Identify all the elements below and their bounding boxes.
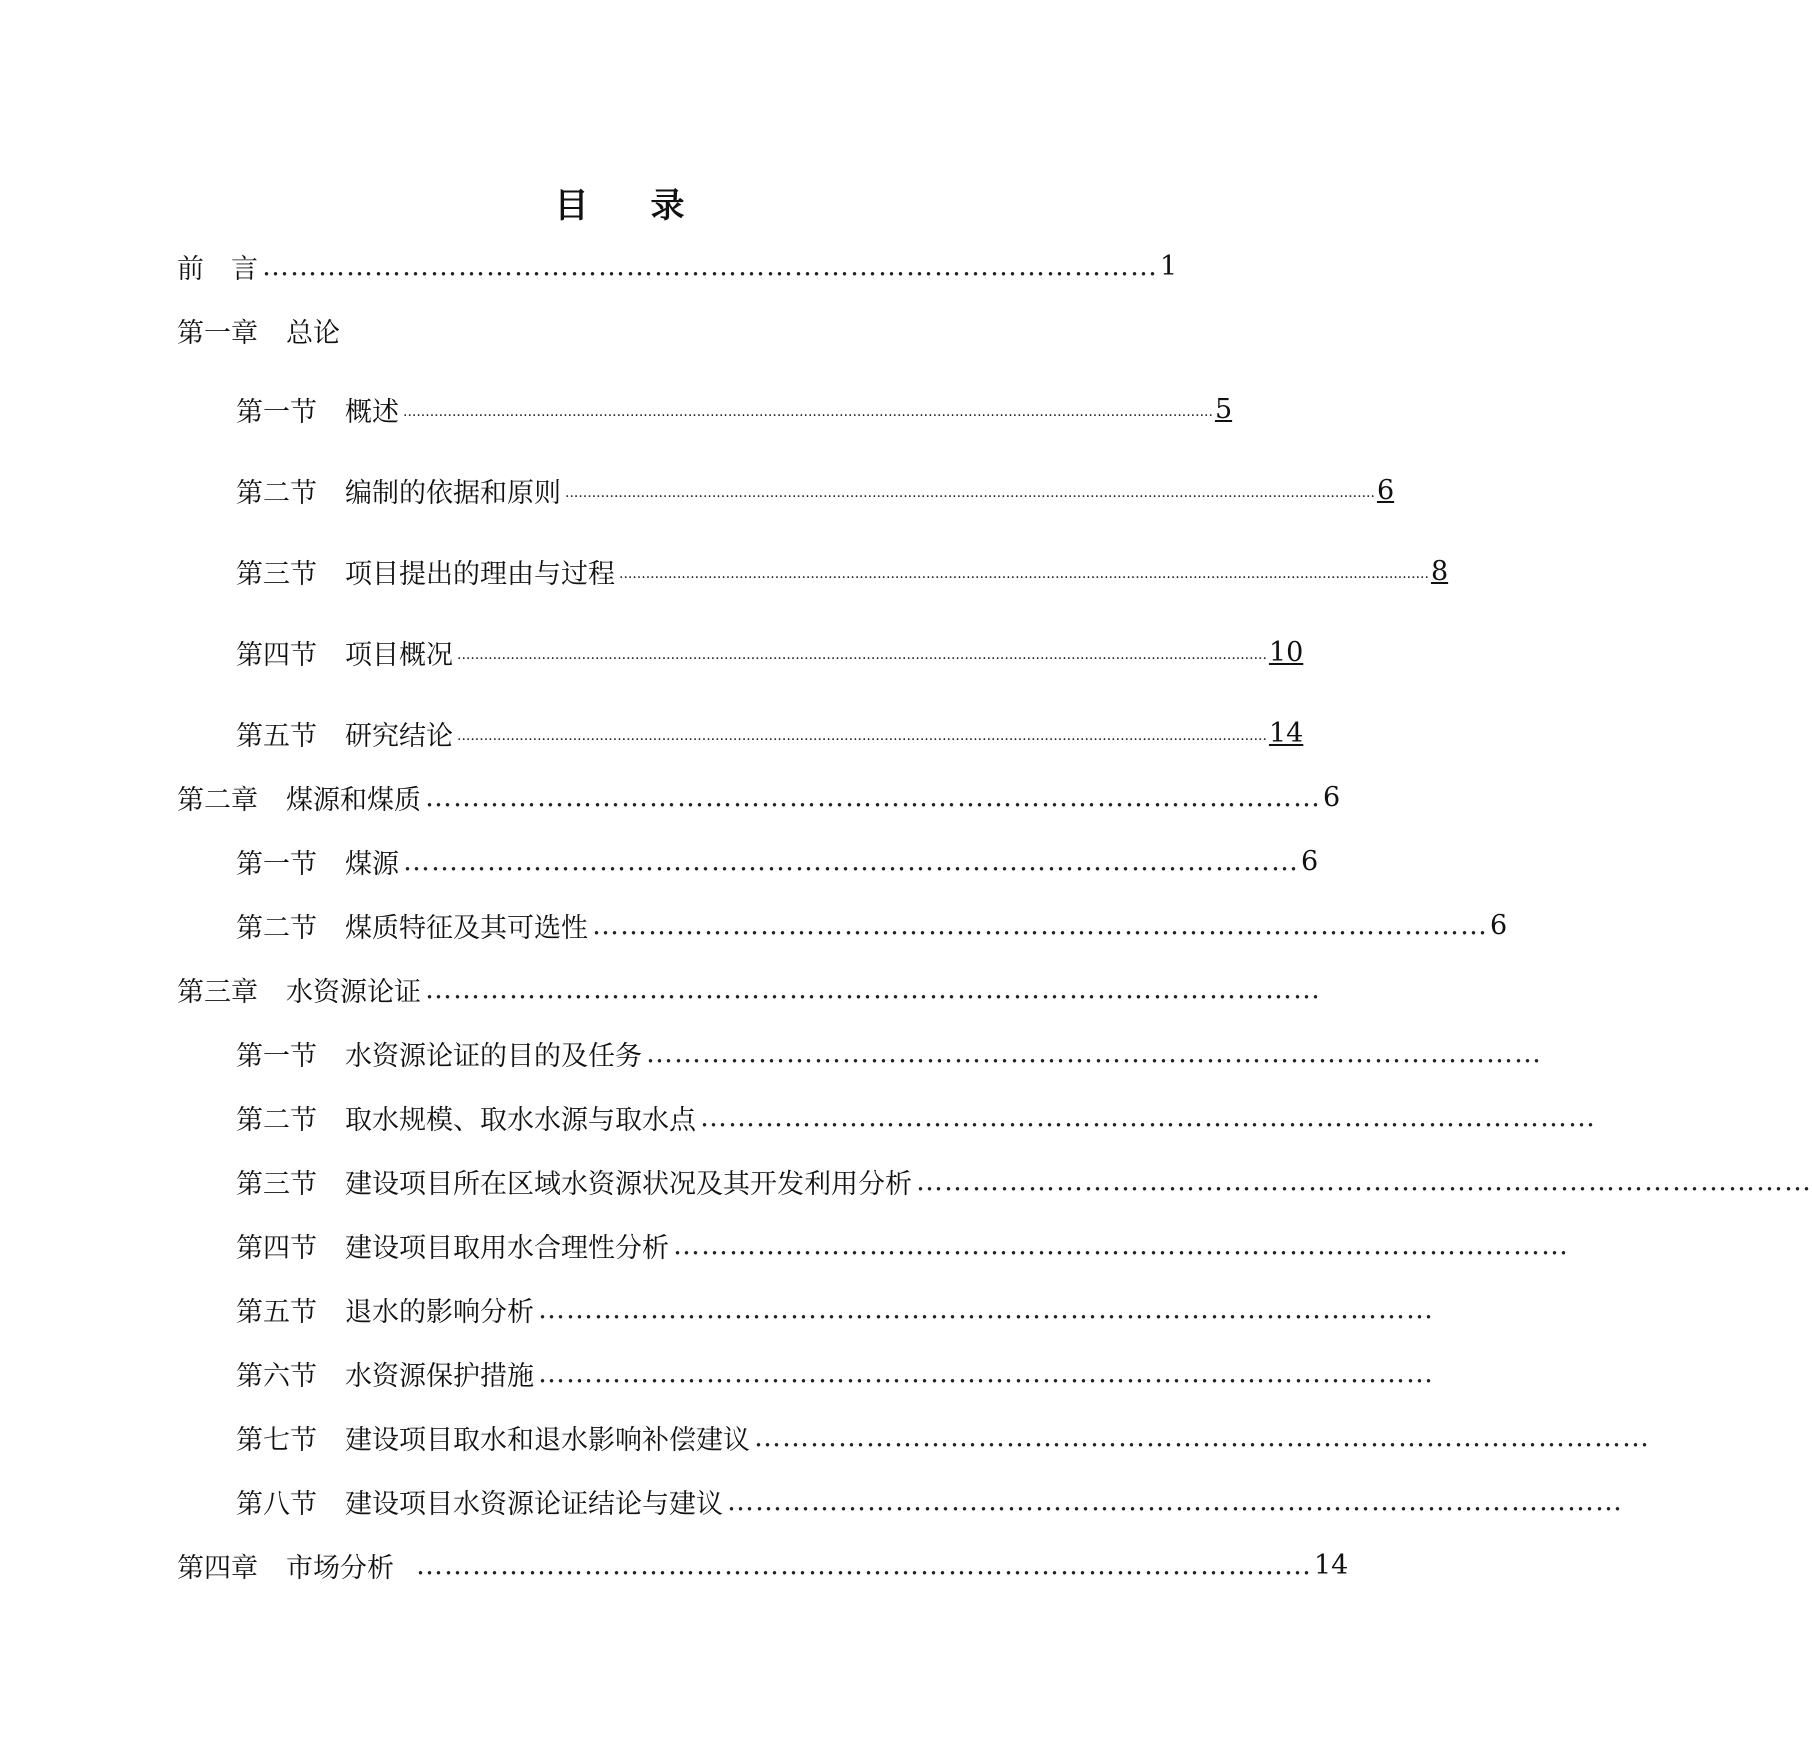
dot-leader: ……………………………………………………………………………………	[425, 781, 1321, 813]
toc-entry-label: 总论	[286, 317, 340, 349]
dot-leader: ......................................................................................................................................................................................	[457, 728, 1267, 744]
toc-entry-page: 10	[1268, 636, 1304, 668]
dot-leader: ……………………………………………………………………………………	[262, 250, 1158, 282]
toc-entry-label: 水资源保护措施	[345, 1360, 534, 1392]
toc-entry-label: 项目概况	[345, 639, 453, 671]
toc-entry-section[interactable]	[236, 1033, 1542, 1073]
toc-entry-section[interactable]	[236, 1097, 1596, 1137]
dot-leader: ……………………………………………………………………………………	[403, 845, 1299, 877]
toc-entry-section[interactable]	[236, 1481, 1623, 1521]
dot-leader: ……………………………………………………………………………………	[538, 1293, 1434, 1325]
toc-entry-page: 6	[1376, 474, 1395, 506]
toc-entry-label: 水资源论证	[286, 976, 421, 1008]
toc-entry-number: 第一节	[236, 396, 317, 428]
toc-entry-number: 第七节	[236, 1424, 317, 1456]
toc-entry-label: 市场分析	[286, 1552, 394, 1584]
toc-title-char-2: 录	[650, 186, 687, 226]
toc-entry-label: 煤源	[345, 848, 399, 880]
toc-entry-page: 1	[1160, 250, 1178, 282]
toc-entry-number: 第三节	[236, 558, 317, 590]
toc-entry-number: 第三节	[236, 1168, 317, 1200]
toc-entry-number: 前 言	[177, 253, 258, 285]
dot-leader: ……………………………………………………………………………………	[916, 1165, 1812, 1197]
toc-entry-number: 第一节	[236, 1040, 317, 1072]
toc-entry-label: 建设项目取水和退水影响补偿建议	[345, 1424, 750, 1456]
toc-entry-number: 第二节	[236, 1104, 317, 1136]
dot-leader: ……………………………………………………………………………………	[754, 1421, 1650, 1453]
dot-leader: ……………………………………………………………………………………	[425, 973, 1321, 1005]
dot-leader: ……………………………………………………………………………………	[646, 1037, 1542, 1069]
dot-leader: ......................................................................................................................................................................................	[457, 647, 1267, 663]
toc-entry-label: 建设项目所在区域水资源状况及其开发利用分析	[345, 1168, 912, 1200]
toc-entry-page: 14	[1268, 717, 1304, 749]
toc-entry-chapter-4[interactable]	[177, 1545, 1349, 1585]
dot-leader: ……………………………………………………………………………………	[700, 1101, 1596, 1133]
toc-entry-number: 第六节	[236, 1360, 317, 1392]
toc-entry-section[interactable]	[236, 1417, 1650, 1457]
toc-entry-preface[interactable]	[177, 246, 1178, 286]
toc-entry-section[interactable]	[236, 1289, 1434, 1329]
dot-leader: ......................................................................................................................................................................................	[619, 566, 1429, 582]
toc-entry-label: 退水的影响分析	[345, 1296, 534, 1328]
toc-title-char-1: 目	[554, 186, 591, 226]
toc-entry-page: 14	[1314, 1549, 1349, 1581]
toc-entry-label: 概述	[345, 396, 399, 428]
toc-entry-number: 第二章	[177, 784, 258, 816]
toc-entry-number: 第五节	[236, 720, 317, 752]
toc-entry-page: 6	[1490, 909, 1508, 941]
toc-entry-section[interactable]	[236, 713, 1304, 753]
toc-entry-section[interactable]	[236, 470, 1395, 510]
dot-leader: ……………………………………………………………………………………	[592, 909, 1488, 941]
toc-entry-number: 第二节	[236, 912, 317, 944]
dot-leader: ……………………………………………………………………………………	[727, 1485, 1623, 1517]
dot-leader: ……………………………………………………………………………………	[673, 1229, 1569, 1261]
toc-entry-chapter-1[interactable]	[177, 310, 1032, 350]
toc-entry-label: 编制的依据和原则	[345, 477, 561, 509]
toc-entry-number: 第四章	[177, 1552, 258, 1584]
dot-leader: ……………………………………………………………………………………	[538, 1357, 1434, 1389]
toc-title	[0, 178, 1241, 227]
toc-entry-page: 6	[1323, 781, 1341, 813]
toc-entry-number: 第一节	[236, 848, 317, 880]
toc-entry-section[interactable]	[236, 389, 1233, 429]
toc-entry-number: 第四节	[236, 639, 317, 671]
toc-entry-number: 第五节	[236, 1296, 317, 1328]
toc-entry-section[interactable]	[236, 1225, 1569, 1265]
toc-entry-number: 第一章	[177, 317, 258, 349]
dot-leader: ......................................................................................................................................................................................	[565, 485, 1375, 501]
toc-entry-section[interactable]	[236, 905, 1508, 945]
toc-entry-label: 研究结论	[345, 720, 453, 752]
dot-leader: ......................................................................................................................................................................................	[403, 404, 1213, 420]
dot-leader: ……………………………………………………………………………………	[416, 1549, 1312, 1581]
toc-entry-label: 煤源和煤质	[286, 784, 421, 816]
toc-entry-label: 水资源论证的目的及任务	[345, 1040, 642, 1072]
toc-entry-section[interactable]	[236, 632, 1304, 672]
toc-entry-label: 建设项目水资源论证结论与建议	[345, 1488, 723, 1520]
toc-entry-section[interactable]	[236, 1161, 1812, 1201]
toc-entry-chapter-2[interactable]	[177, 777, 1341, 817]
toc-entry-page: 5	[1214, 393, 1233, 425]
toc-entry-section[interactable]	[236, 841, 1319, 881]
toc-entry-label: 煤质特征及其可选性	[345, 912, 588, 944]
toc-entry-number: 第四节	[236, 1232, 317, 1264]
toc-entry-number: 第八节	[236, 1488, 317, 1520]
toc-entry-section[interactable]	[236, 1353, 1434, 1393]
toc-entry-label: 建设项目取用水合理性分析	[345, 1232, 669, 1264]
toc-entry-page: 6	[1301, 845, 1319, 877]
toc-entry-section[interactable]	[236, 551, 1449, 591]
toc-entry-number: 第二节	[236, 477, 317, 509]
toc-entry-label: 项目提出的理由与过程	[345, 558, 615, 590]
toc-entry-page: 8	[1430, 555, 1449, 587]
toc-entry-number: 第三章	[177, 976, 258, 1008]
toc-entry-chapter-3[interactable]	[177, 969, 1321, 1009]
toc-entry-label: 取水规模、取水水源与取水点	[345, 1104, 696, 1136]
